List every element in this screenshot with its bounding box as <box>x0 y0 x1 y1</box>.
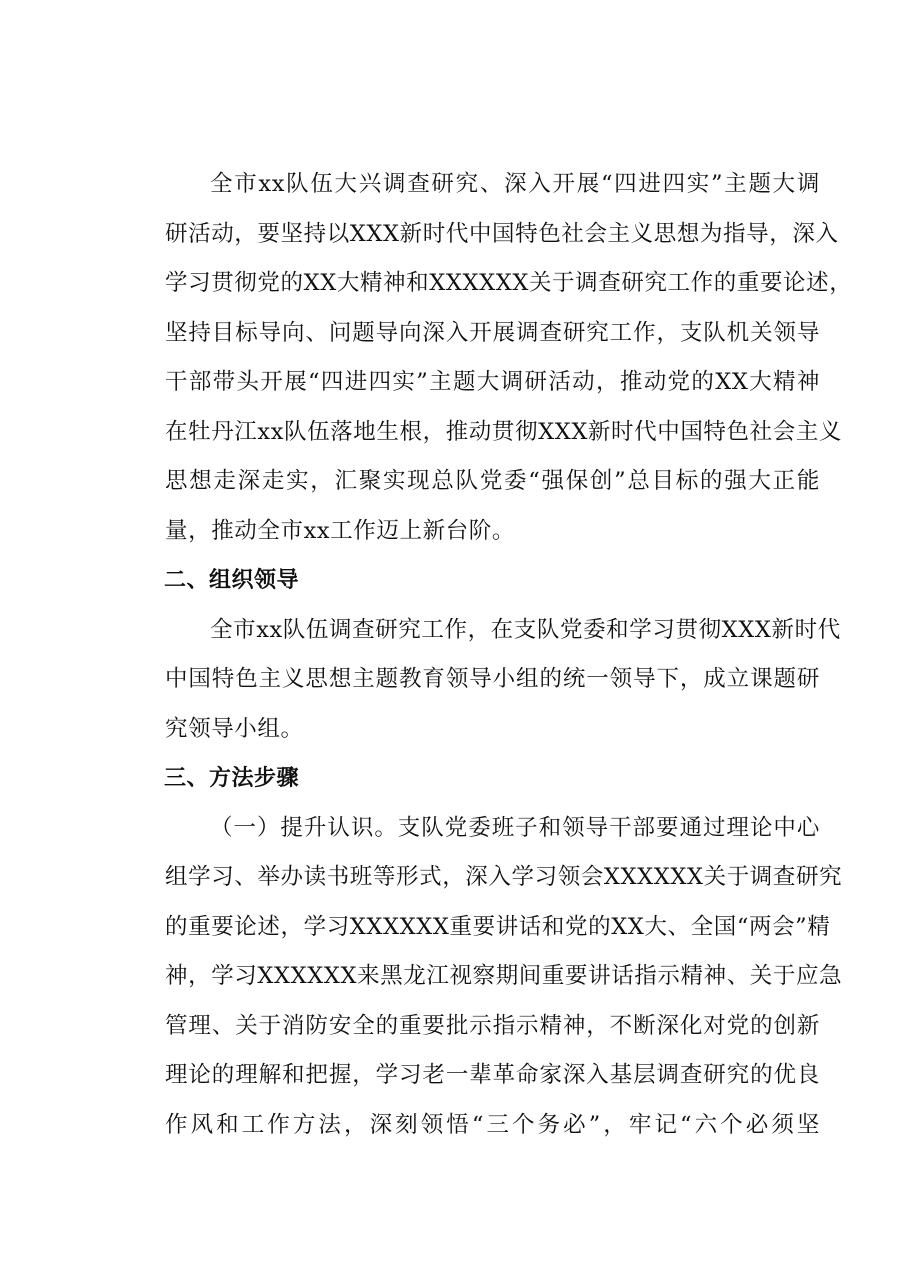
text-line: 思想走深走实，汇聚实现总队党委“强保创”总目标的强大正能 <box>165 468 820 494</box>
text-line: 理论的理解和把握，学习老一辈革命家深入基层调查研究的优良 <box>165 1062 820 1088</box>
text-line: 中国特色主义思想主题教育领导小组的统一领导下，成立课题研 <box>165 666 820 692</box>
text-line: 全市xx队伍大兴调查研究、深入开展“四进四实”主题大调 <box>210 171 820 197</box>
text-line: 坚持目标导向、问题导向深入开展调查研究工作，支队机关领导 <box>165 319 820 346</box>
text-line: 学习贯彻党的XX大精神和XXXXXX关于调查研究工作的重要论述， <box>165 270 853 296</box>
text-line: 管理、关于消防安全的重要批示指示精神，不断深化对党的创新 <box>165 1012 820 1039</box>
text-line: 在牡丹江xx队伍落地生根，推动贯彻XXX新时代中国特色社会主义 <box>165 418 843 445</box>
text-line: 组学习、举办读书班等形式，深入学习领会XXXXXX关于调查研究 <box>165 864 843 890</box>
section-heading-organization: 二、组织领导 <box>164 568 300 593</box>
paragraph-intro <box>120 160 853 556</box>
paragraph-organization <box>120 606 841 755</box>
text-line: 全市xx队伍调查研究工作，在支队党委和学习贯彻XXX新时代 <box>210 616 841 643</box>
text-line: 量，推动全市xx工作迈上新台阶。 <box>165 517 515 544</box>
text-line: 神，学习XXXXXX来黑龙江视察期间重要讲话指示精神、关于应急 <box>165 963 843 989</box>
text-line: 作风和工作方法，深刻领悟“三个务必”，牢记“六个必须坚 <box>165 1111 820 1138</box>
text-line: 研活动，要坚持以XXX新时代中国特色社会主义思想为指导，深入 <box>165 220 839 247</box>
paragraph-methods <box>120 804 843 1151</box>
text-line: 干部带头开展“四进四实”主题大调研活动，推动党的XX大精神 <box>165 369 820 395</box>
text-line: （一）提升认识。支队党委班子和领导干部要通过理论中心 <box>210 814 820 841</box>
section-heading-methods: 三、方法步骤 <box>164 766 300 791</box>
text-line: 究领导小组。 <box>165 715 304 742</box>
document-body <box>120 160 853 1150</box>
text-line: 的重要论述，学习XXXXXX重要讲话和党的XX大、全国“两会”精 <box>165 913 831 940</box>
